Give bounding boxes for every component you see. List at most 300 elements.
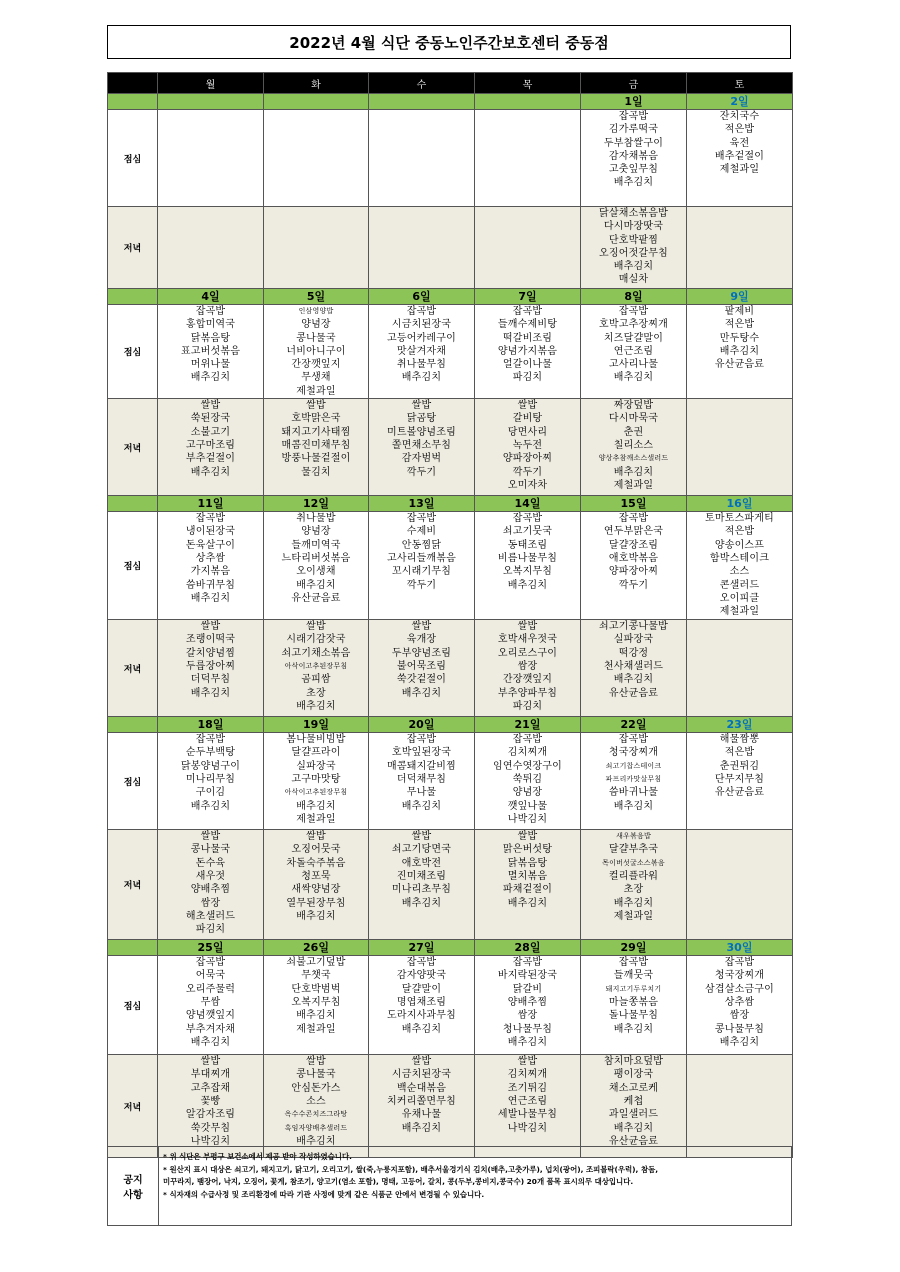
menu-item: 달걀프라이: [291, 747, 341, 759]
menu-item: 들깨뭇국: [613, 970, 654, 982]
date-cell: 7일: [475, 289, 581, 305]
menu-item: 부추양파무침: [497, 687, 558, 699]
menu-item: 너비아니구이: [286, 345, 346, 357]
menu-items: [369, 956, 474, 1036]
dinner-cell: [475, 830, 581, 940]
menu-item: 쫄면채소무침: [391, 439, 452, 451]
menu-item: 조기튀김: [507, 1082, 548, 1094]
lunch-cell: [369, 512, 475, 620]
menu-items: [581, 399, 686, 492]
dinner-cell: [581, 1055, 687, 1158]
menu-item: 적은밥: [724, 124, 755, 136]
menu-items: [475, 733, 580, 826]
menu-item: 유채나물: [401, 1109, 442, 1121]
lunch-cell: [581, 733, 687, 830]
menu-item: 김치찌개: [507, 747, 548, 759]
menu-item: 비름나물무침: [497, 552, 558, 564]
menu-item: 오이생채: [296, 566, 336, 578]
menu-item: 달걀장조림: [608, 539, 659, 551]
menu-item: 임연수엿장구이: [492, 760, 563, 772]
menu-item: 닭봉양념구이: [180, 760, 241, 772]
menu-item: 적은밥: [724, 747, 755, 759]
menu-item: 진미채조림: [396, 870, 447, 882]
lunch-cell: [581, 110, 687, 207]
date-cell: [369, 94, 475, 110]
menu-item: 매콤진미채무침: [281, 439, 351, 451]
menu-item: 꽃빵: [200, 1095, 221, 1107]
weekday-thu: 목: [475, 73, 581, 94]
dinner-cell: [369, 207, 475, 289]
menu-item: 양념가지볶음: [497, 345, 558, 357]
date-cell: 25일: [158, 940, 264, 956]
menu-item: 새싹양념장: [291, 884, 341, 896]
menu-item: 제철과일: [719, 164, 760, 176]
menu-item: 쑥갓겉절이: [396, 674, 447, 686]
notice-label-line1: 공지: [123, 1175, 143, 1186]
lunch-cell: [369, 956, 475, 1055]
menu-item: 소스: [729, 566, 750, 578]
menu-item: 배추김치: [401, 800, 442, 812]
menu-item: 잡곡밥: [406, 306, 437, 317]
menu-item: 쌀밥: [411, 831, 432, 843]
menu-item: 알감자조림: [185, 1109, 236, 1121]
menu-item: 연두부맑은국: [603, 526, 664, 538]
menu-item: 닭볶음탕: [507, 857, 548, 869]
dinner-cell: [264, 830, 369, 940]
menu-items: [158, 399, 263, 479]
menu-item: 부추겉절이: [185, 453, 236, 465]
menu-item: 배추김치: [613, 674, 654, 686]
menu-item: 쇠고기콩나물밥: [598, 621, 669, 633]
menu-items: [687, 956, 792, 1049]
date-cell: 14일: [475, 496, 581, 512]
menu-item: 무챗국: [301, 970, 331, 982]
menu-item: 배추김치: [401, 687, 442, 699]
menu-item: 미나리초무침: [391, 884, 452, 896]
menu-item: 오리주물럭: [185, 983, 236, 995]
menu-items: [475, 1055, 580, 1135]
notice-label: [108, 1147, 159, 1225]
menu-item: 춘권튀김: [719, 760, 760, 772]
menu-item: 배추김치: [190, 687, 231, 699]
menu-item: 단호박범벅: [291, 983, 341, 995]
menu-item: 배추김치: [190, 372, 231, 384]
menu-item: 시금치된장국: [391, 1069, 452, 1081]
menu-item: 컬리플라워: [608, 870, 659, 882]
dinner-cell: [158, 207, 264, 289]
menu-item: 쌀밥: [517, 1056, 538, 1068]
date-row-spacer: [108, 717, 158, 733]
menu-items: [581, 512, 686, 592]
menu-item: 양송이스프: [714, 539, 765, 551]
menu-item: 명엽채조림: [396, 996, 447, 1008]
menu-item: 유산균음료: [608, 1135, 659, 1147]
menu-items: [264, 620, 368, 713]
menu-item: 갈치양념찜: [185, 647, 236, 659]
date-row: [108, 940, 793, 956]
dinner-row: [108, 1055, 793, 1158]
menu-item: 양념장: [512, 787, 543, 799]
menu-item: 고사리들깨볶음: [386, 552, 457, 564]
dinner-cell: [264, 1055, 369, 1158]
dinner-row: [108, 207, 793, 289]
menu-item: 녹두전: [512, 439, 543, 451]
menu-items: [369, 733, 474, 813]
menu-item: 치커리쫄면무침: [386, 1095, 457, 1107]
menu-item: 제철과일: [613, 479, 654, 491]
menu-item: 잡곡밥: [406, 734, 437, 746]
menu-item: 냉이된장국: [185, 526, 236, 538]
menu-item: 열무된장무침: [286, 897, 346, 909]
menu-items: [687, 733, 792, 799]
menu-item: 동태조림: [507, 539, 548, 551]
menu-item: 마늘쫑볶음: [608, 996, 659, 1008]
menu-item: 잡곡밥: [512, 513, 543, 525]
notice-label-line2: 사항: [123, 1190, 143, 1201]
dinner-cell: [158, 399, 264, 496]
menu-item: 쌈장: [517, 1010, 538, 1022]
menu-items: [158, 512, 263, 605]
menu-item: 오리로스구이: [497, 647, 558, 659]
menu-items: [369, 620, 474, 700]
date-row-spacer: [108, 94, 158, 110]
lunch-label: 점심: [108, 956, 158, 1055]
lunch-row: [108, 305, 793, 399]
date-cell: 30일: [687, 940, 793, 956]
menu-item: 고춧잎무침: [608, 164, 659, 176]
lunch-cell: [158, 733, 264, 830]
menu-items: [687, 305, 792, 371]
date-cell: 13일: [369, 496, 475, 512]
menu-item: 제철과일: [296, 813, 336, 825]
menu-items: [687, 512, 792, 618]
lunch-cell: [158, 956, 264, 1055]
menu-item: 차돌숙주볶음: [286, 857, 346, 869]
menu-item: 육개장: [406, 634, 437, 646]
menu-items: [158, 305, 263, 385]
menu-item: 잡곡밥: [618, 111, 649, 122]
menu-item: 씀바귀나물: [608, 787, 659, 799]
menu-item: 연근조림: [507, 1095, 548, 1107]
menu-item: 느타리버섯볶음: [281, 552, 351, 564]
dinner-cell: [687, 830, 793, 940]
menu-item: 새우볶음밥: [616, 832, 651, 841]
menu-item: 잡곡밥: [512, 957, 543, 969]
dinner-cell: [687, 207, 793, 289]
menu-item: 잡곡밥: [724, 957, 755, 969]
date-cell: 5일: [264, 289, 369, 305]
menu-item: 오복지무침: [502, 566, 553, 578]
weekday-wed: 수: [369, 73, 475, 94]
menu-item: 파프리카맛살무침: [605, 774, 662, 783]
lunch-cell: [475, 733, 581, 830]
menu-item: 닭곰탕: [406, 413, 437, 425]
menu-items: [158, 733, 263, 813]
menu-item: 쇠불고기덮밥: [286, 957, 346, 969]
menu-item: 배추김치: [719, 1036, 760, 1048]
dinner-cell: [687, 1055, 793, 1158]
menu-item: 적은밥: [724, 319, 755, 331]
notice-box: [107, 1146, 792, 1226]
menu-item: 잡곡밥: [618, 957, 649, 969]
menu-item: 목이버섯굴소스볶음: [602, 858, 665, 867]
menu-item: 오복지무침: [291, 996, 341, 1008]
menu-item: 파채겉절이: [502, 884, 553, 896]
menu-item: 미트볼양념조림: [386, 426, 457, 438]
menu-item: 배추김치: [296, 1010, 336, 1022]
menu-item: 고구마조림: [185, 439, 236, 451]
menu-item: 호박새우젓국: [497, 634, 558, 646]
menu-item: 초장: [306, 687, 326, 699]
menu-item: 함박스테이크: [709, 552, 770, 564]
weekday-fri: 금: [581, 73, 687, 94]
menu-item: 쌀밥: [411, 1056, 432, 1068]
menu-item: 배추김치: [296, 1135, 336, 1147]
menu-item: 배추겉절이: [714, 150, 765, 162]
menu-item: 맑은버섯탕: [502, 844, 553, 856]
date-cell: 22일: [581, 717, 687, 733]
menu-item: 배추김치: [190, 592, 231, 604]
menu-item: 애호박전: [401, 857, 442, 869]
menu-item: 가지볶음: [190, 566, 231, 578]
menu-item: 해초샐러드: [185, 910, 236, 922]
dinner-row: [108, 620, 793, 717]
menu-item: 쇠고기뭇국: [502, 526, 553, 538]
lunch-label: 점심: [108, 305, 158, 399]
menu-item: 파김치: [512, 700, 543, 712]
menu-item: 배추김치: [613, 1023, 654, 1035]
menu-item: 감자양팟국: [396, 970, 447, 982]
dinner-cell: [369, 620, 475, 717]
date-cell: [264, 94, 369, 110]
date-row: [108, 496, 793, 512]
lunch-cell: [475, 305, 581, 399]
menu-items: [264, 1055, 368, 1148]
menu-item: 제철과일: [296, 385, 336, 397]
dinner-cell: [687, 399, 793, 496]
menu-item: 쌀밥: [200, 400, 221, 412]
menu-item: 쌈장: [517, 660, 538, 672]
menu-item: 쌀밥: [200, 1056, 221, 1068]
menu-item: 유산균음료: [608, 687, 659, 699]
menu-item: 고사리나물: [608, 359, 659, 371]
menu-item: 쌈장: [200, 897, 221, 909]
menu-item: 콩나물국: [190, 844, 231, 856]
weekday-sat: 토: [687, 73, 793, 94]
menu-item: 돼지고기두루치기: [605, 984, 662, 993]
page-title: 2022년 4월 식단 중동노인주간보호센터 중동점: [107, 25, 791, 59]
menu-table: [107, 72, 793, 1158]
menu-item: 오징어젓갈무침: [598, 247, 669, 259]
menu-items: [264, 956, 368, 1036]
menu-item: 잡곡밥: [195, 734, 226, 746]
menu-items: [581, 1055, 686, 1148]
menu-items: [369, 305, 474, 385]
menu-item: 쌀밥: [517, 621, 538, 633]
dinner-label: 저녁: [108, 830, 158, 940]
menu-item: 유산균음료: [714, 359, 765, 371]
date-cell: 2일: [687, 94, 793, 110]
menu-item: 만두탕수: [719, 332, 760, 344]
menu-item: 잡곡밥: [406, 513, 437, 525]
menu-item: 배추김치: [296, 579, 336, 591]
date-cell: 9일: [687, 289, 793, 305]
lunch-row: [108, 733, 793, 830]
lunch-cell: [369, 110, 475, 207]
menu-item: 쑥된장국: [190, 413, 231, 425]
lunch-cell: [687, 305, 793, 399]
date-cell: 23일: [687, 717, 793, 733]
lunch-cell: [687, 956, 793, 1055]
dinner-label: 저녁: [108, 620, 158, 717]
dinner-cell: [264, 399, 369, 496]
menu-item: 취나물밥: [296, 513, 336, 525]
menu-item: 돈육살구이: [185, 539, 236, 551]
menu-item: 김치찌개: [507, 1069, 548, 1081]
menu-item: 다시마묵국: [608, 413, 659, 425]
menu-item: 도라지사과무침: [386, 1010, 457, 1022]
menu-item: 콘샐러드: [719, 579, 760, 591]
dinner-cell: [158, 830, 264, 940]
menu-item: 돼지고기사태찜: [281, 426, 351, 438]
date-row-spacer: [108, 940, 158, 956]
lunch-row: [108, 110, 793, 207]
menu-items: [369, 830, 474, 910]
menu-items: [369, 1055, 474, 1135]
menu-item: 호박잎된장국: [391, 747, 452, 759]
date-row: [108, 94, 793, 110]
menu-item: 호박맑은국: [291, 413, 341, 425]
menu-items: [475, 512, 580, 592]
dinner-cell: [369, 399, 475, 496]
menu-item: 미나리무침: [185, 773, 236, 785]
menu-items: [264, 305, 368, 398]
menu-item: 쌀밥: [306, 400, 326, 412]
menu-item: 실파장국: [613, 634, 654, 646]
menu-item: 불어묵조림: [396, 660, 447, 672]
menu-item: 배추김치: [401, 1023, 442, 1035]
menu-item: 아삭이고추된장무침: [284, 788, 348, 797]
menu-item: 배추김치: [507, 897, 548, 909]
menu-item: 꼬시래기무침: [391, 566, 452, 578]
lunch-cell: [475, 110, 581, 207]
menu-item: 케첩: [623, 1095, 644, 1107]
menu-item: 매실차: [618, 274, 649, 286]
menu-item: 깍두기: [406, 466, 437, 478]
menu-item: 유산균음료: [714, 787, 765, 799]
menu-item: 무쌈: [200, 996, 221, 1008]
menu-item: 제철과일: [296, 1023, 336, 1035]
date-cell: 11일: [158, 496, 264, 512]
menu-item: 천사채샐러드: [603, 660, 664, 672]
menu-item: 배추김치: [613, 177, 654, 189]
menu-item: 제철과일: [613, 910, 654, 922]
menu-item: 콩나물국: [296, 332, 336, 344]
lunch-cell: [158, 512, 264, 620]
menu-item: 쌈장: [729, 1010, 750, 1022]
lunch-label: 점심: [108, 110, 158, 207]
menu-items: [158, 1055, 263, 1148]
lunch-cell: [369, 733, 475, 830]
menu-item: 단무지무침: [714, 773, 765, 785]
dinner-cell: [369, 1055, 475, 1158]
dinner-cell: [158, 620, 264, 717]
menu-item: 당면사리: [507, 426, 548, 438]
menu-items: [581, 830, 686, 923]
date-cell: 12일: [264, 496, 369, 512]
menu-item: 쑥튀김: [512, 773, 543, 785]
menu-items: [475, 399, 580, 492]
menu-item: 해물짬뽕: [719, 734, 760, 746]
menu-item: 초장: [623, 884, 644, 896]
menu-item: 호박고추장찌개: [598, 319, 669, 331]
menu-item: 잡곡밥: [195, 957, 226, 969]
menu-item: 배추김치: [296, 910, 336, 922]
menu-item: 잡곡밥: [618, 306, 649, 317]
menu-item: 더덕채무침: [396, 773, 447, 785]
menu-item: 다시마장땃국: [603, 221, 664, 233]
dinner-cell: [475, 207, 581, 289]
menu-item: 달걀말이: [401, 983, 442, 995]
dinner-label: 저녁: [108, 399, 158, 496]
menu-item: 두릅장아찌: [185, 660, 236, 672]
date-row: [108, 289, 793, 305]
notice-line: * 원산지 표시 대상은 쇠고기, 돼지고기, 닭고기, 오리고기, 쌀(죽,누룽지포함), 배추서울경기식 김치(배추,고춧가루), 넙치(광어), 조피볼락(우럭), 참돔,: [163, 1164, 659, 1174]
menu-item: 춘권: [623, 426, 644, 438]
menu-items: [264, 399, 368, 479]
menu-item: 시금치된장국: [391, 319, 452, 331]
menu-item: 양념깻잎지: [185, 1010, 236, 1022]
date-row: [108, 717, 793, 733]
menu-items: [581, 733, 686, 813]
menu-item: 오이피클: [719, 592, 760, 604]
menu-item: 쌀밥: [200, 831, 221, 843]
menu-item: 어묵국: [195, 970, 226, 982]
menu-item: 단호박팥찜: [608, 234, 659, 246]
menu-item: 쌀밥: [306, 1056, 326, 1068]
lunch-cell: [581, 512, 687, 620]
menu-items: [158, 830, 263, 936]
menu-item: 오징어뭇국: [291, 844, 341, 856]
dinner-cell: [581, 620, 687, 717]
menu-item: 깍두기: [512, 466, 543, 478]
menu-item: 토마토스파게티: [704, 513, 775, 525]
menu-item: 짜장덮밥: [613, 400, 654, 412]
menu-item: 고구마맛탕: [291, 773, 341, 785]
menu-item: 갈비탕: [512, 413, 543, 425]
menu-item: 파김치: [195, 924, 226, 936]
dinner-cell: [581, 207, 687, 289]
menu-items: [158, 620, 263, 700]
menu-item: 나박김치: [190, 1135, 231, 1147]
menu-item: 무생채: [301, 372, 331, 384]
lunch-label: 점심: [108, 733, 158, 830]
menu-item: 나박김치: [507, 813, 548, 825]
menu-item: 양념장: [301, 319, 331, 331]
menu-item: 배추김치: [401, 897, 442, 909]
lunch-cell: [581, 956, 687, 1055]
menu-item: 청나물무침: [502, 1023, 553, 1035]
menu-item: 깍두기: [618, 579, 649, 591]
menu-item: 배추김치: [507, 579, 548, 591]
menu-item: 들깨수제비탕: [497, 319, 558, 331]
menu-item: 배추김치: [613, 897, 654, 909]
menu-item: 잡곡밥: [618, 513, 649, 525]
menu-items: [264, 830, 368, 923]
menu-item: 닭갈비: [512, 983, 543, 995]
menu-items: [581, 620, 686, 700]
menu-item: 청국장찌개: [608, 747, 659, 759]
